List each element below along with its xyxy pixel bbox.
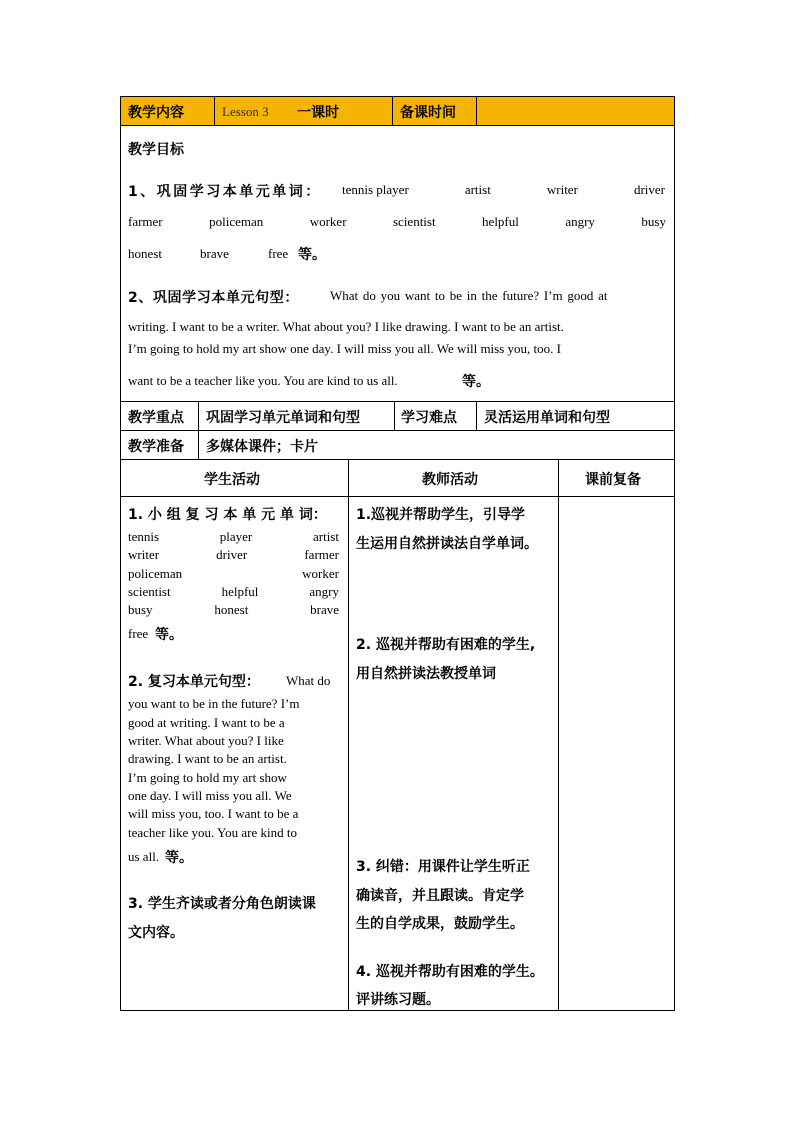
difficulty-value: 灵活运用单词和句型 bbox=[484, 410, 610, 426]
word: brave bbox=[310, 602, 339, 617]
teacher-activity-2-line2: 用自然拼读法教授单词 bbox=[356, 666, 496, 682]
objective-1-words-line1 bbox=[342, 182, 665, 198]
objective-2-line4: want to be a teacher like you. You are kind to us all. bbox=[128, 373, 398, 388]
student-activity-2-suffix: 等。 bbox=[165, 850, 193, 866]
word: driver bbox=[633, 182, 665, 197]
col-divider bbox=[198, 401, 199, 459]
word: angry bbox=[565, 214, 595, 229]
word: helpful bbox=[482, 214, 519, 229]
student-activity-2-line: good at writing. I want to be a bbox=[128, 715, 285, 730]
row-divider bbox=[120, 125, 675, 126]
objective-1-label: 1、巩固学习本单元单词： bbox=[128, 184, 322, 200]
student-words-row bbox=[128, 602, 339, 618]
col-divider bbox=[394, 401, 395, 430]
word: angry bbox=[309, 584, 339, 599]
word: helpful bbox=[221, 584, 259, 599]
word: tennis player bbox=[342, 182, 409, 197]
word: busy bbox=[128, 602, 153, 617]
teacher-activity-3-line1: 3. 纠错：用课件让学生听正 bbox=[356, 859, 530, 875]
student-activity-2-line: writer. What about you? I like bbox=[128, 733, 284, 748]
col-divider bbox=[558, 459, 559, 1011]
word: honest bbox=[128, 246, 162, 261]
students-activity-header: 学生活动 bbox=[204, 472, 260, 488]
col-divider bbox=[476, 96, 477, 125]
student-activity-2-line: you want to be in the future? I’m bbox=[128, 696, 300, 711]
student-activity-1-label: 1. 小 组 复 习 本 单 元 单 词： bbox=[128, 507, 327, 523]
student-activity-2-line: drawing. I want to be an artist. bbox=[128, 751, 287, 766]
word: farmer bbox=[304, 547, 339, 562]
word: scientist bbox=[128, 584, 171, 599]
row-divider bbox=[120, 496, 675, 497]
row-divider bbox=[120, 430, 675, 431]
word: artist bbox=[464, 182, 491, 197]
student-activity-2-line: will miss you, too. I want to be a bbox=[128, 806, 299, 821]
student-activity-3-line1: 3. 学生齐读或者分角色朗读课 bbox=[128, 896, 316, 912]
teacher-activity-1-line1: 1.巡视并帮助学生，引导学 bbox=[356, 507, 526, 523]
word: worker bbox=[309, 214, 347, 229]
preparation-value: 多媒体课件；卡片 bbox=[206, 439, 318, 455]
objective-2-label: 2、巩固学习本单元句型： bbox=[128, 290, 299, 306]
word: tennis bbox=[128, 529, 160, 544]
word: player bbox=[219, 529, 253, 544]
word: policeman bbox=[128, 566, 183, 581]
row-divider bbox=[120, 459, 675, 460]
difficulty-label: 学习难点 bbox=[401, 410, 457, 426]
student-words-row bbox=[128, 529, 339, 545]
student-words-row bbox=[128, 584, 339, 600]
content-label: 教学内容 bbox=[128, 105, 184, 121]
prep-time-label: 备课时间 bbox=[400, 105, 456, 121]
student-activity-2-line: one day. I will miss you all. We bbox=[128, 788, 292, 803]
col-divider bbox=[392, 96, 393, 125]
row-divider bbox=[120, 401, 675, 402]
objective-2-suffix: 等。 bbox=[462, 374, 490, 390]
objective-1-words-line2 bbox=[128, 214, 666, 230]
student-words-row bbox=[128, 566, 339, 582]
teacher-activity-3-line2: 确读音，并且跟读。肯定学 bbox=[356, 888, 524, 904]
word: farmer bbox=[128, 214, 163, 229]
lesson-name: Lesson 3 bbox=[222, 104, 269, 119]
teacher-activity-4-line2: 评讲练习题。 bbox=[356, 992, 440, 1008]
teacher-activity-header: 教师活动 bbox=[422, 472, 478, 488]
teacher-activity-2-line1: 2. 巡视并帮助有困难的学生, bbox=[356, 637, 536, 653]
col-divider bbox=[214, 96, 215, 125]
student-activity-3-line2: 文内容。 bbox=[128, 925, 184, 941]
lesson-period: 一课时 bbox=[297, 105, 339, 121]
objectives-title: 教学目标 bbox=[128, 142, 184, 158]
student-activity-2-line: I’m going to hold my art show bbox=[128, 770, 287, 785]
word: scientist bbox=[392, 214, 436, 229]
student-activity-2-last: us all. bbox=[128, 849, 160, 864]
word: free bbox=[268, 246, 289, 261]
teacher-activity-1-line2: 生运用自然拼读法自学单词。 bbox=[356, 536, 538, 552]
objective-1-suffix: 等。 bbox=[298, 247, 326, 263]
key-points-value: 巩固学习单元单词和句型 bbox=[206, 410, 360, 426]
student-activity-2-first: What do bbox=[286, 673, 331, 688]
objective-2-line2: writing. I want to be a writer. What about you? I like drawing. I want to be an artist. bbox=[128, 319, 564, 334]
word: honest bbox=[214, 602, 249, 617]
word: writer bbox=[128, 547, 160, 562]
student-activity-2-label: 2. 复习本单元句型： bbox=[128, 674, 260, 690]
key-points-label: 教学重点 bbox=[128, 410, 184, 426]
student-activity-2-line: teacher like you. You are kind to bbox=[128, 825, 297, 840]
word: driver bbox=[216, 547, 248, 562]
word: free bbox=[128, 626, 149, 641]
col-divider bbox=[476, 401, 477, 430]
teacher-activity-4-line1: 4. 巡视并帮助有困难的学生。 bbox=[356, 964, 544, 980]
col-divider bbox=[348, 459, 349, 1011]
word: artist bbox=[312, 529, 339, 544]
student-words-row bbox=[128, 547, 339, 563]
objective-2-line1: What do you want to be in the future? I’m good at bbox=[330, 288, 608, 303]
word: busy bbox=[641, 214, 666, 229]
objective-2-line3: I’m going to hold my art show one day. I will miss you all. We will miss you, too. I bbox=[128, 341, 561, 356]
teacher-activity-3-line3: 生的自学成果，鼓励学生。 bbox=[356, 916, 524, 932]
preparation-label: 教学准备 bbox=[128, 439, 184, 455]
pre-class-header: 课前复备 bbox=[585, 472, 641, 488]
student-activity-1-suffix: 等。 bbox=[155, 627, 183, 643]
word: brave bbox=[200, 246, 229, 261]
word: worker bbox=[302, 566, 339, 581]
word: writer bbox=[546, 182, 578, 197]
word: policeman bbox=[209, 214, 264, 229]
